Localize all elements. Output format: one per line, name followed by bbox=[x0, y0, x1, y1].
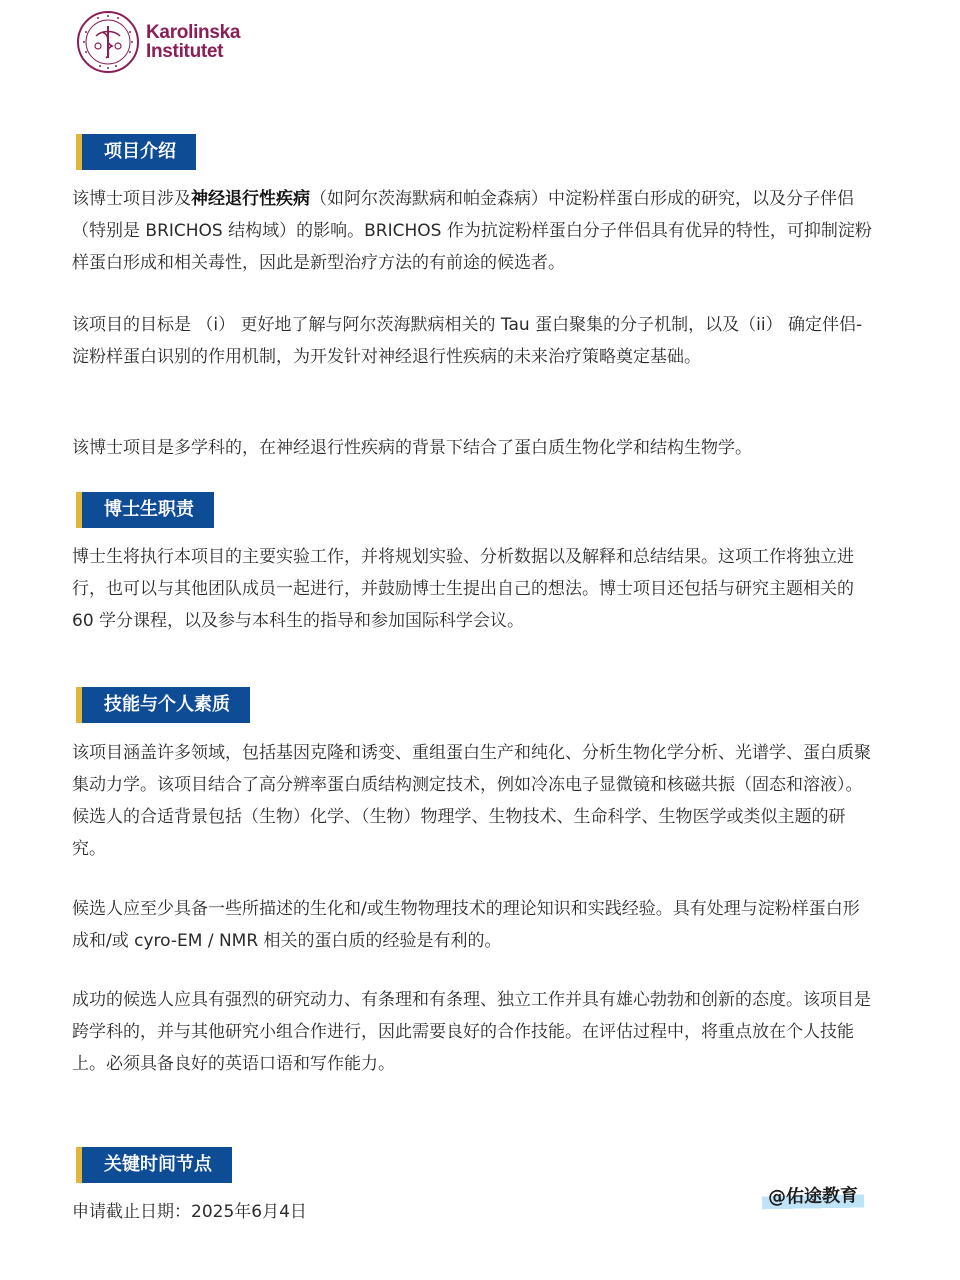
institution-logo bbox=[76, 10, 240, 74]
skills-paragraph-1: 该项目涵盖许多领域，包括基因克隆和诱变、重组蛋白生产和纯化、分析生物化学分析、光谱学、蛋白质聚集动力学。该项目结合了高分辨率蛋白质结构测定技术，例如冷冻电子显微镜和核磁共振（固态和溶液）。候选人的合适背景包括（生物）化学、（生物）物理学、生物技术、生命科学、生物医学或类似主题的研究。 bbox=[72, 743, 871, 859]
intro-p1-rest: （如阿尔茨海默病和帕金森病）中淀粉样蛋白形成的研究，以及分子伴侣（特别是 BRICHOS 结构域）的影响。BRICHOS 作为抗淀粉样蛋白分子伴侣具有优异的特性，可抑制淀粉样蛋白形成和相关毒性，因此是新型治疗方法的有前途的候选者。 bbox=[72, 189, 872, 273]
watermark-label: @佑途教育 bbox=[762, 1181, 865, 1213]
intro-paragraph-2: 该项目的目标是 （i） 更好地了解与阿尔茨海默病相关的 Tau 蛋白聚集的分子机制，以及（ii） 确定伴侣-淀粉样蛋白识别的作用机制，为开发针对神经退行性疾病的未来治疗策略奠定基础。 bbox=[72, 315, 863, 367]
skills-paragraph-3: 成功的候选人应具有强烈的研究动力、有条理和有条理、独立工作并具有雄心勃勃和创新的态度。该项目是跨学科的，并与其他研究小组合作进行，因此需要良好的合作技能。在评估过程中，将重点放在个人技能上。必须具备良好的英语口语和写作能力。 bbox=[72, 990, 871, 1074]
intro-p1-emphasis: 神经退行性疾病 bbox=[191, 189, 310, 209]
logo-line-1: Karolinska bbox=[146, 22, 241, 43]
section-title-timeline: 关键时间节点 bbox=[76, 1147, 232, 1183]
intro-paragraph-1 bbox=[72, 183, 872, 279]
section-title-skills: 技能与个人素质 bbox=[76, 687, 250, 723]
section-title-intro: 项目介绍 bbox=[76, 134, 196, 170]
application-deadline: 申请截止日期：2025年6月4日 bbox=[72, 1202, 307, 1222]
logo-wordmark bbox=[146, 23, 240, 61]
logo-line-2: Institutet bbox=[146, 41, 224, 62]
intro-paragraph-3: 该博士项目是多学科的，在神经退行性疾病的背景下结合了蛋白质生物化学和结构生物学。 bbox=[72, 438, 752, 458]
intro-p1-lead: 该博士项目涉及 bbox=[72, 189, 191, 209]
skills-paragraph-2: 候选人应至少具备一些所描述的生化和/或生物物理技术的理论知识和实践经验。具有处理与淀粉样蛋白形成和/或 cyro-EM / NMR 相关的蛋白质的经验是有利的。 bbox=[72, 899, 860, 951]
ki-seal-icon bbox=[76, 10, 140, 74]
duties-paragraph-1: 博士生将执行本项目的主要实验工作，并将规划实验、分析数据以及解释和总结结果。这项工作将独立进行，也可以与其他团队成员一起进行，并鼓励博士生提出自己的想法。博士项目还包括与研究主题相关的 60 学分课程，以及参与本科生的指导和参加国际科学会议。 bbox=[72, 547, 854, 631]
section-title-duties: 博士生职责 bbox=[76, 492, 214, 528]
